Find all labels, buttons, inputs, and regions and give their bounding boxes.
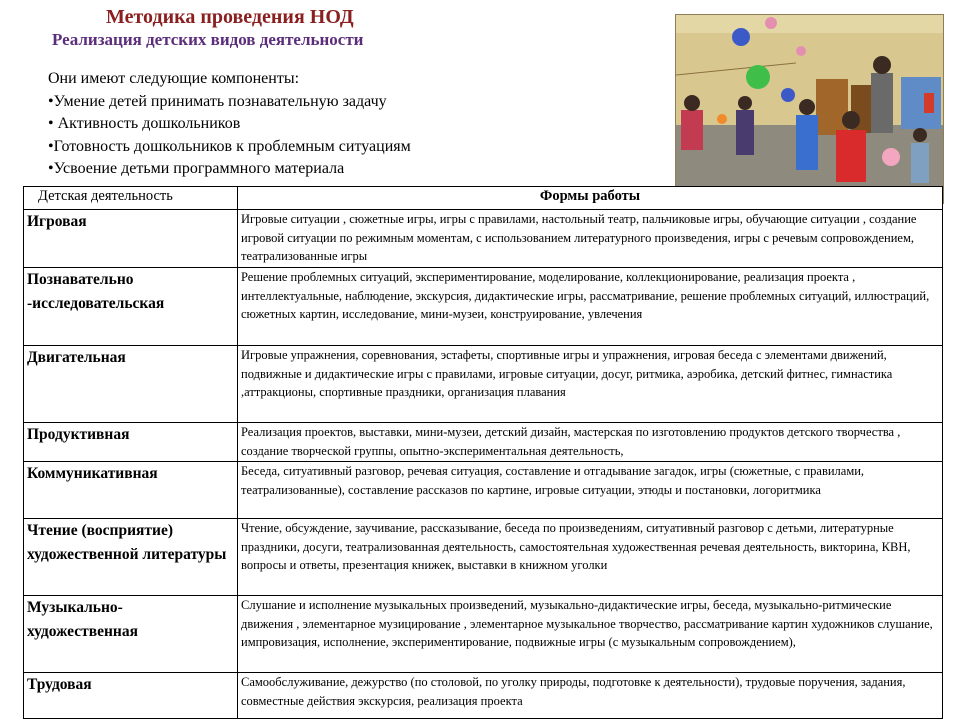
component-item: • Готовность дошкольников к проблемным ситуациям	[48, 136, 411, 159]
activity-name: Чтение (восприятие) художественной литературы	[24, 519, 238, 596]
component-item: • Умение детей принимать познавательную задачу	[48, 91, 411, 114]
table-row	[24, 210, 943, 268]
table-row	[24, 673, 943, 719]
activity-name: Продуктивная	[24, 423, 238, 462]
components-list	[48, 68, 411, 181]
table-row	[24, 268, 943, 346]
activity-name: Игровая	[24, 210, 238, 268]
table-row	[24, 423, 943, 462]
table-row	[24, 519, 943, 596]
photo-illustration	[676, 15, 943, 203]
column-header-activity: Детская деятельность	[24, 187, 238, 210]
component-item: • Активность дошкольников	[48, 113, 411, 136]
page-subtitle: Реализация детских видов деятельности	[52, 30, 364, 49]
children-playing-photo	[675, 14, 944, 204]
activity-name: Коммуникативная	[24, 462, 238, 519]
table-header-row	[24, 187, 943, 210]
activity-forms: Самообслуживание, дежурство (по столовой, по уголку природы, подготовке к деятельности), трудовые поручения, задания, совместные действия экскурсия, реализация проекта	[238, 673, 943, 719]
table-row	[24, 346, 943, 423]
activity-forms: Реализация проектов, выставки, мини-музеи, детский дизайн, мастерская по изготовлению продуктов детского творчества , создание творческой группы, опытно-экспериментальная деятельность,	[238, 423, 943, 462]
activity-name: Трудовая	[24, 673, 238, 719]
activity-forms: Игровые упражнения, соревнования, эстафеты, спортивные игры и упражнения, игровая беседа с элементами движений, подвижные и дидактические игры с правилами, игровые ситуации, досуг, ритмика, аэробика, детский фитнес, гимнастика ,аттракционы, спортивные праздники, организация плавания	[238, 346, 943, 423]
table-row	[24, 596, 943, 673]
activity-forms: Игровые ситуации , сюжетные игры, игры с правилами, настольный театр, пальчиковые игры, обучающие ситуации , создание игровой ситуации по режимным моментам, с использованием литературного произведения, игры с речевым сопровождением, театрализованные игры	[238, 210, 943, 268]
column-header-forms: Формы работы	[238, 187, 943, 210]
activities-table	[23, 186, 943, 719]
activity-forms: Беседа, ситуативный разговор, речевая ситуация, составление и отгадывание загадок, игры (сюжетные, с правилами, театрализованные), составление рассказов по картине, игровые ситуации, этюды и постановки, логоритмика	[238, 462, 943, 519]
activity-forms: Слушание и исполнение музыкальных произведений, музыкально-дидактические игры, беседа, музыкально-ритмические движения , элементарное музицирование , элементарное музыкальное творчество, рассматривание картин художников слушание, импровизация, исполнение, экспериментирование, подвижные игры (с музыкальным сопровождением),	[238, 596, 943, 673]
activity-forms: Решение проблемных ситуаций, экспериментирование, моделирование, коллекционирование, реализация проекта , интеллектуальные, наблюдение, экскурсия, дидактические игры, рассматривание, решение проблемных ситуаций, иллюстраций, сюжетных картин, исследование, мини-музеи, конструирование, увлечения	[238, 268, 943, 346]
table-row	[24, 462, 943, 519]
component-item: • Усвоение детьми программного материала	[48, 158, 411, 181]
activity-name: Музыкально- художественная	[24, 596, 238, 673]
activity-forms: Чтение, обсуждение, заучивание, рассказывание, беседа по произведениям, ситуативный разговор с детьми, литературные праздники, досуги, театрализованная деятельность, самостоятельная художественная речевая деятельность, викторина, КВН, вопросы и ответы, презентация книжек, выставки в книжном уголки	[238, 519, 943, 596]
activity-name: Познавательно -исследовательская	[24, 268, 238, 346]
components-lead: Они имеют следующие компоненты:	[48, 70, 300, 87]
activity-name: Двигательная	[24, 346, 238, 423]
page-title: Методика проведения НОД	[106, 6, 354, 28]
